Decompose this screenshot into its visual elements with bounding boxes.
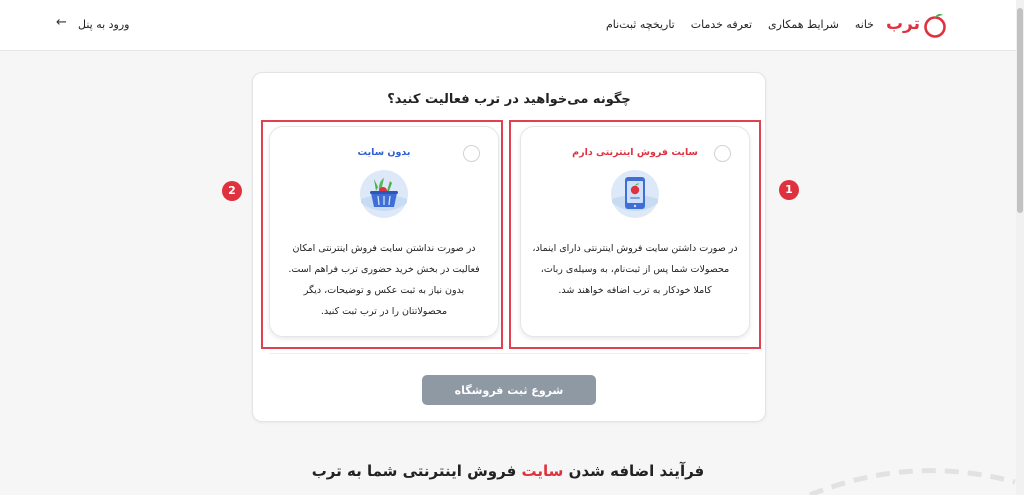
option-2-desc-line: در صورت نداشتن سایت فروش اینترنتی امکان bbox=[292, 243, 476, 254]
scrollbar-thumb[interactable] bbox=[1017, 8, 1023, 213]
option-1-title: سایت فروش اینترنتی دارم bbox=[572, 147, 698, 158]
activity-choice-card bbox=[252, 72, 766, 422]
option-1-desc-line: در صورت داشتن سایت فروش اینترنتی دارای اینماد، bbox=[532, 243, 738, 254]
nav-item-home[interactable]: خانه bbox=[854, 18, 874, 31]
option-2-desc-line: محصولاتتان را در ترب ثبت کنید. bbox=[320, 306, 448, 317]
option-1-desc-line: کاملا خودکار به ترب اضافه خواهند شد. bbox=[558, 285, 712, 296]
annotation-badge-2: 2 bbox=[222, 181, 242, 201]
heading-part-2: فروش اینترنتی شما به ترب bbox=[311, 462, 517, 480]
option-2-description bbox=[280, 238, 488, 322]
shopping-basket-icon bbox=[359, 169, 409, 219]
option-2-desc-line: فعالیت در بخش خرید حضوری ترب فراهم است. bbox=[288, 264, 480, 275]
nav-item-history[interactable]: تاریخچه ثبت‌نام bbox=[605, 18, 675, 31]
page-scrollbar[interactable] bbox=[1016, 0, 1024, 495]
top-navigation-bar bbox=[0, 0, 1024, 51]
main-nav bbox=[606, 18, 874, 31]
card-divider bbox=[269, 353, 749, 354]
nav-item-terms[interactable]: شرایط همکاری bbox=[768, 18, 839, 31]
decorative-dashed-arc bbox=[800, 462, 1020, 495]
option-2-title: بدون سایت bbox=[357, 147, 411, 158]
start-store-registration-button[interactable]: شروع ثبت فروشگاه bbox=[422, 375, 596, 405]
annotation-badge-1: 1 bbox=[779, 180, 799, 200]
option-card-no-website[interactable] bbox=[269, 126, 499, 337]
option-card-has-website[interactable] bbox=[520, 126, 750, 337]
heading-accent: سایت bbox=[521, 462, 564, 480]
panel-login-link[interactable]: ورود به پنل bbox=[78, 18, 130, 31]
nav-item-pricing[interactable]: تعرفه خدمات bbox=[690, 18, 753, 31]
option-2-desc-line: بدون نیاز به ثبت عکس و توضیحات، دیگر bbox=[303, 285, 465, 296]
torob-logo-icon[interactable] bbox=[922, 12, 948, 38]
arrow-left-icon[interactable]: ← bbox=[56, 15, 67, 30]
brand-name[interactable]: ترب bbox=[885, 14, 920, 34]
option-1-desc-line: محصولات شما پس از ثبت‌نام، به وسیله‌ی ربات، bbox=[540, 264, 730, 275]
heading-part-1: فرآیند اضافه شدن bbox=[568, 462, 705, 480]
option-1-description bbox=[531, 238, 739, 301]
phone-store-icon bbox=[610, 169, 660, 219]
page-title: چگونه می‌خواهید در ترب فعالیت کنید؟ bbox=[387, 92, 631, 107]
